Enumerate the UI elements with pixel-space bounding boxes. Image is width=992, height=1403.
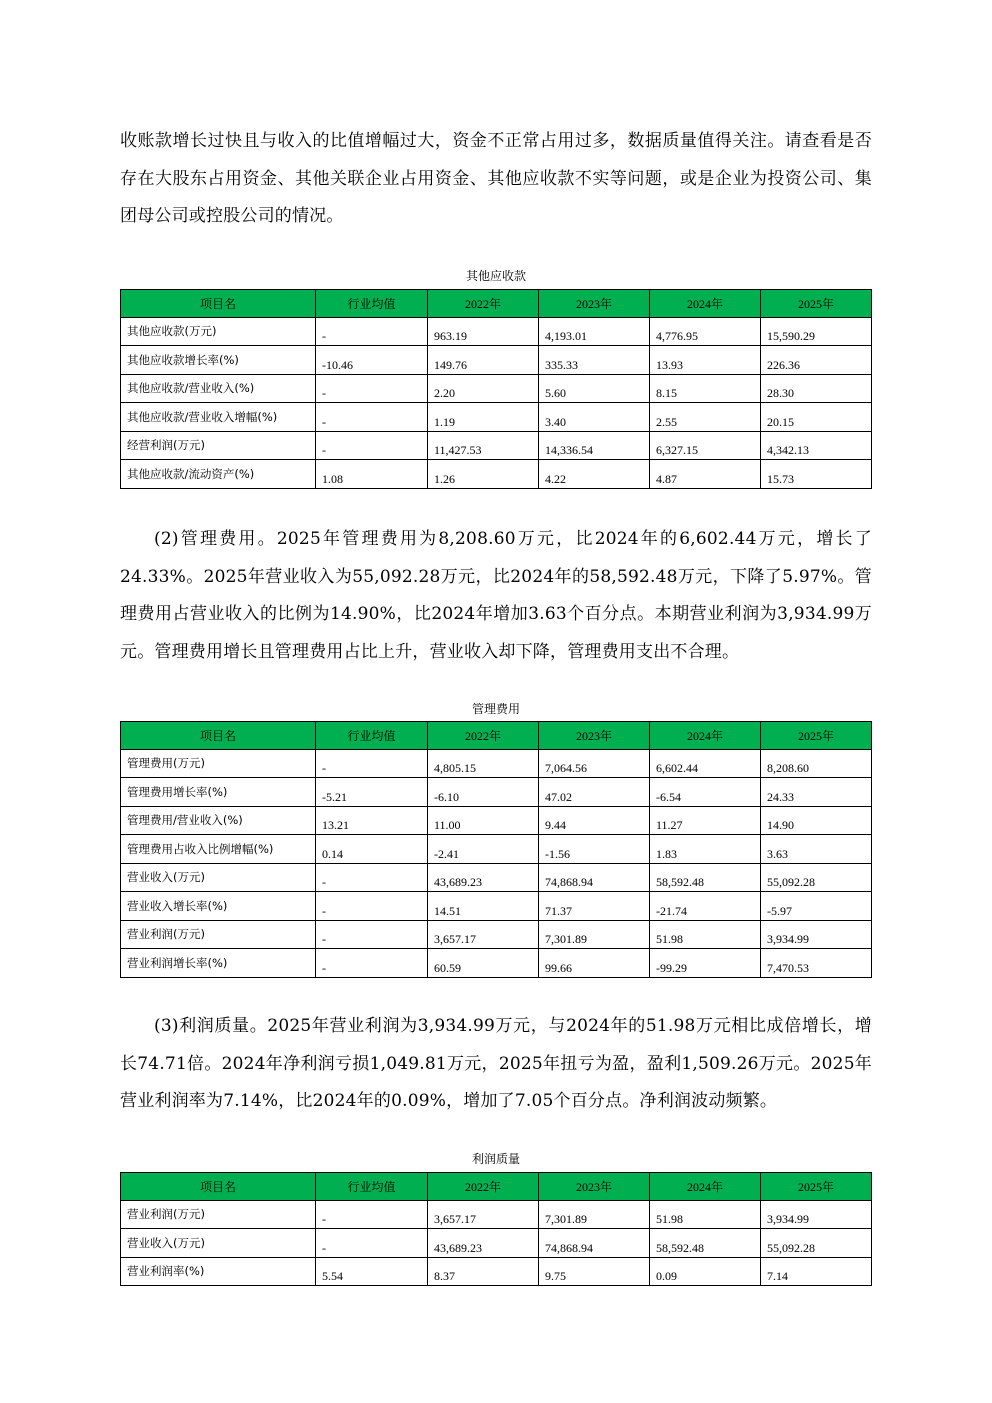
cell-item-name: 营业利润(万元) (121, 920, 316, 949)
table-row (121, 1257, 872, 1286)
cell-2024: 51.98 (650, 920, 761, 949)
header-year-2023: 2023年 (539, 290, 650, 318)
cell-2025: 226.36 (761, 346, 872, 375)
header-year-2022: 2022年 (428, 722, 539, 750)
table-header-row (121, 1173, 872, 1201)
header-item-name: 项目名 (121, 1173, 316, 1201)
cell-2025: 8,208.60 (761, 749, 872, 778)
cell-2023: 335.33 (539, 346, 650, 375)
cell-2023: 99.66 (539, 949, 650, 978)
cell-item-name: 经营利润(万元) (121, 431, 316, 460)
cell-2024: -6.54 (650, 778, 761, 807)
cell-item-name: 营业收入增长率(%) (121, 892, 316, 921)
cell-2024: 58,592.48 (650, 1229, 761, 1258)
cell-2025: 4,342.13 (761, 431, 872, 460)
paragraph-profit-quality: (3)利润质量。2025年营业利润为3,934.99万元，与2024年的51.98万元相比成倍增长，增长74.71倍。2024年净利润亏损1,049.81万元，2025年扭亏为盈，盈利1,509.26万元。2025年营业利润率为7.14%，比2024年的0.09%，增加了7.05个百分点。净利润波动频繁。 (120, 1016, 872, 1111)
cell-2025: 55,092.28 (761, 863, 872, 892)
cell-2022: 11,427.53 (428, 431, 539, 460)
cell-2022: 3,657.17 (428, 1200, 539, 1229)
cell-2024: 4.87 (650, 460, 761, 489)
cell-2025: 15,590.29 (761, 317, 872, 346)
cell-industry-avg: - (316, 431, 428, 460)
cell-2022: -6.10 (428, 778, 539, 807)
header-year-2022: 2022年 (428, 290, 539, 318)
header-industry-avg: 行业均值 (316, 722, 428, 750)
cell-2022: 8.37 (428, 1257, 539, 1286)
cell-2023: 9.44 (539, 806, 650, 835)
cell-2022: 1.26 (428, 460, 539, 489)
cell-2023: 74,868.94 (539, 1229, 650, 1258)
cell-2022: 3,657.17 (428, 920, 539, 949)
cell-item-name: 其他应收款(万元) (121, 317, 316, 346)
cell-2024: 51.98 (650, 1200, 761, 1229)
table-header-row (121, 722, 872, 750)
cell-2022: 149.76 (428, 346, 539, 375)
cell-2025: 24.33 (761, 778, 872, 807)
cell-2025: 7,470.53 (761, 949, 872, 978)
cell-industry-avg: 1.08 (316, 460, 428, 489)
table-other-receivables (120, 289, 872, 489)
table-row (121, 431, 872, 460)
cell-item-name: 其他应收款/营业收入增幅(%) (121, 403, 316, 432)
cell-item-name: 管理费用占收入比例增幅(%) (121, 835, 316, 864)
table-row (121, 1200, 872, 1229)
cell-item-name: 营业利润增长率(%) (121, 949, 316, 978)
cell-item-name: 其他应收款/流动资产(%) (121, 460, 316, 489)
header-industry-avg: 行业均值 (316, 290, 428, 318)
cell-2022: -2.41 (428, 835, 539, 864)
table-caption-other-receivables: 其他应收款 (465, 269, 526, 283)
cell-item-name: 营业利润率(%) (121, 1257, 316, 1286)
table-row (121, 892, 872, 921)
cell-2025: 14.90 (761, 806, 872, 835)
cell-industry-avg: 5.54 (316, 1257, 428, 1286)
cell-2025: 3,934.99 (761, 1200, 872, 1229)
header-year-2024: 2024年 (650, 722, 761, 750)
table-row (121, 374, 872, 403)
cell-2022: 43,689.23 (428, 863, 539, 892)
cell-2023: 14,336.54 (539, 431, 650, 460)
header-year-2022: 2022年 (428, 1173, 539, 1201)
cell-2024: 8.15 (650, 374, 761, 403)
header-industry-avg: 行业均值 (316, 1173, 428, 1201)
cell-2025: 28.30 (761, 374, 872, 403)
header-year-2025: 2025年 (761, 290, 872, 318)
cell-2025: -5.97 (761, 892, 872, 921)
cell-item-name: 管理费用/营业收入(%) (121, 806, 316, 835)
cell-2022: 2.20 (428, 374, 539, 403)
cell-industry-avg: 13.21 (316, 806, 428, 835)
cell-2024: 58,592.48 (650, 863, 761, 892)
table-header-row (121, 290, 872, 318)
cell-2022: 14.51 (428, 892, 539, 921)
cell-2025: 20.15 (761, 403, 872, 432)
cell-2024: 2.55 (650, 403, 761, 432)
cell-2024: 0.09 (650, 1257, 761, 1286)
cell-2023: 74,868.94 (539, 863, 650, 892)
table-row (121, 863, 872, 892)
cell-2025: 3.63 (761, 835, 872, 864)
table-row (121, 778, 872, 807)
header-year-2023: 2023年 (539, 722, 650, 750)
paragraph-admin-expenses: (2)管理费用。2025年管理费用为8,208.60万元，比2024年的6,602.44万元，增长了24.33%。2025年营业收入为55,092.28万元，比2024年的58,592.48万元，下降了5.97%。管理费用占营业收入的比例为14.90%，比2024年增加3.63个百分点。本期营业利润为3,934.99万元。管理费用增长且管理费用占比上升，营业收入却下降，管理费用支出不合理。 (120, 529, 872, 662)
table-row (121, 1229, 872, 1258)
table-profit-quality (120, 1172, 872, 1286)
paragraph-other-receivables: 收账款增长过快且与收入的比值增幅过大，资金不正常占用过多，数据质量值得关注。请查看是否存在大股东占用资金、其他关联企业占用资金、其他应收款不实等问题，或是企业为投资公司、集团母公司或控股公司的情况。 (120, 131, 872, 226)
cell-2023: 71.37 (539, 892, 650, 921)
table-caption-admin-expenses: 管理费用 (471, 702, 520, 716)
cell-industry-avg: - (316, 920, 428, 949)
cell-2024: 6,327.15 (650, 431, 761, 460)
cell-2024: -21.74 (650, 892, 761, 921)
header-item-name: 项目名 (121, 290, 316, 318)
cell-item-name: 营业收入(万元) (121, 863, 316, 892)
cell-2024: 4,776.95 (650, 317, 761, 346)
cell-2023: 4,193.01 (539, 317, 650, 346)
cell-2023: 47.02 (539, 778, 650, 807)
table-admin-expenses (120, 721, 872, 978)
cell-industry-avg: - (316, 403, 428, 432)
cell-item-name: 营业收入(万元) (121, 1229, 316, 1258)
cell-2024: -99.29 (650, 949, 761, 978)
cell-2022: 963.19 (428, 317, 539, 346)
cell-industry-avg: - (316, 317, 428, 346)
table-row (121, 920, 872, 949)
cell-item-name: 营业利润(万元) (121, 1200, 316, 1229)
cell-2022: 1.19 (428, 403, 539, 432)
table-row (121, 403, 872, 432)
cell-industry-avg: -5.21 (316, 778, 428, 807)
table-row (121, 460, 872, 489)
table-row (121, 317, 872, 346)
cell-2024: 1.83 (650, 835, 761, 864)
header-year-2024: 2024年 (650, 290, 761, 318)
cell-industry-avg: - (316, 1200, 428, 1229)
cell-2023: 7,064.56 (539, 749, 650, 778)
table-row (121, 949, 872, 978)
cell-2024: 13.93 (650, 346, 761, 375)
header-year-2024: 2024年 (650, 1173, 761, 1201)
cell-industry-avg: - (316, 949, 428, 978)
cell-2025: 55,092.28 (761, 1229, 872, 1258)
header-year-2025: 2025年 (761, 722, 872, 750)
cell-2023: 4.22 (539, 460, 650, 489)
cell-2023: 5.60 (539, 374, 650, 403)
cell-item-name: 其他应收款增长率(%) (121, 346, 316, 375)
cell-2025: 3,934.99 (761, 920, 872, 949)
cell-item-name: 管理费用增长率(%) (121, 778, 316, 807)
table-row (121, 749, 872, 778)
cell-industry-avg: - (316, 749, 428, 778)
cell-2022: 60.59 (428, 949, 539, 978)
cell-2023: 7,301.89 (539, 920, 650, 949)
table-row (121, 806, 872, 835)
cell-2022: 11.00 (428, 806, 539, 835)
cell-2024: 11.27 (650, 806, 761, 835)
cell-2022: 4,805.15 (428, 749, 539, 778)
cell-2024: 6,602.44 (650, 749, 761, 778)
cell-industry-avg: - (316, 892, 428, 921)
cell-2025: 15.73 (761, 460, 872, 489)
cell-2023: 9.75 (539, 1257, 650, 1286)
cell-industry-avg: 0.14 (316, 835, 428, 864)
table-caption-profit-quality: 利润质量 (471, 1152, 520, 1166)
cell-2023: 7,301.89 (539, 1200, 650, 1229)
cell-2023: 3.40 (539, 403, 650, 432)
cell-2023: -1.56 (539, 835, 650, 864)
header-item-name: 项目名 (121, 722, 316, 750)
cell-industry-avg: - (316, 1229, 428, 1258)
header-year-2023: 2023年 (539, 1173, 650, 1201)
cell-industry-avg: - (316, 374, 428, 403)
table-row (121, 835, 872, 864)
cell-industry-avg: -10.46 (316, 346, 428, 375)
cell-item-name: 其他应收款/营业收入(%) (121, 374, 316, 403)
header-year-2025: 2025年 (761, 1173, 872, 1201)
cell-industry-avg: - (316, 863, 428, 892)
table-row (121, 346, 872, 375)
cell-2022: 43,689.23 (428, 1229, 539, 1258)
cell-item-name: 管理费用(万元) (121, 749, 316, 778)
cell-2025: 7.14 (761, 1257, 872, 1286)
